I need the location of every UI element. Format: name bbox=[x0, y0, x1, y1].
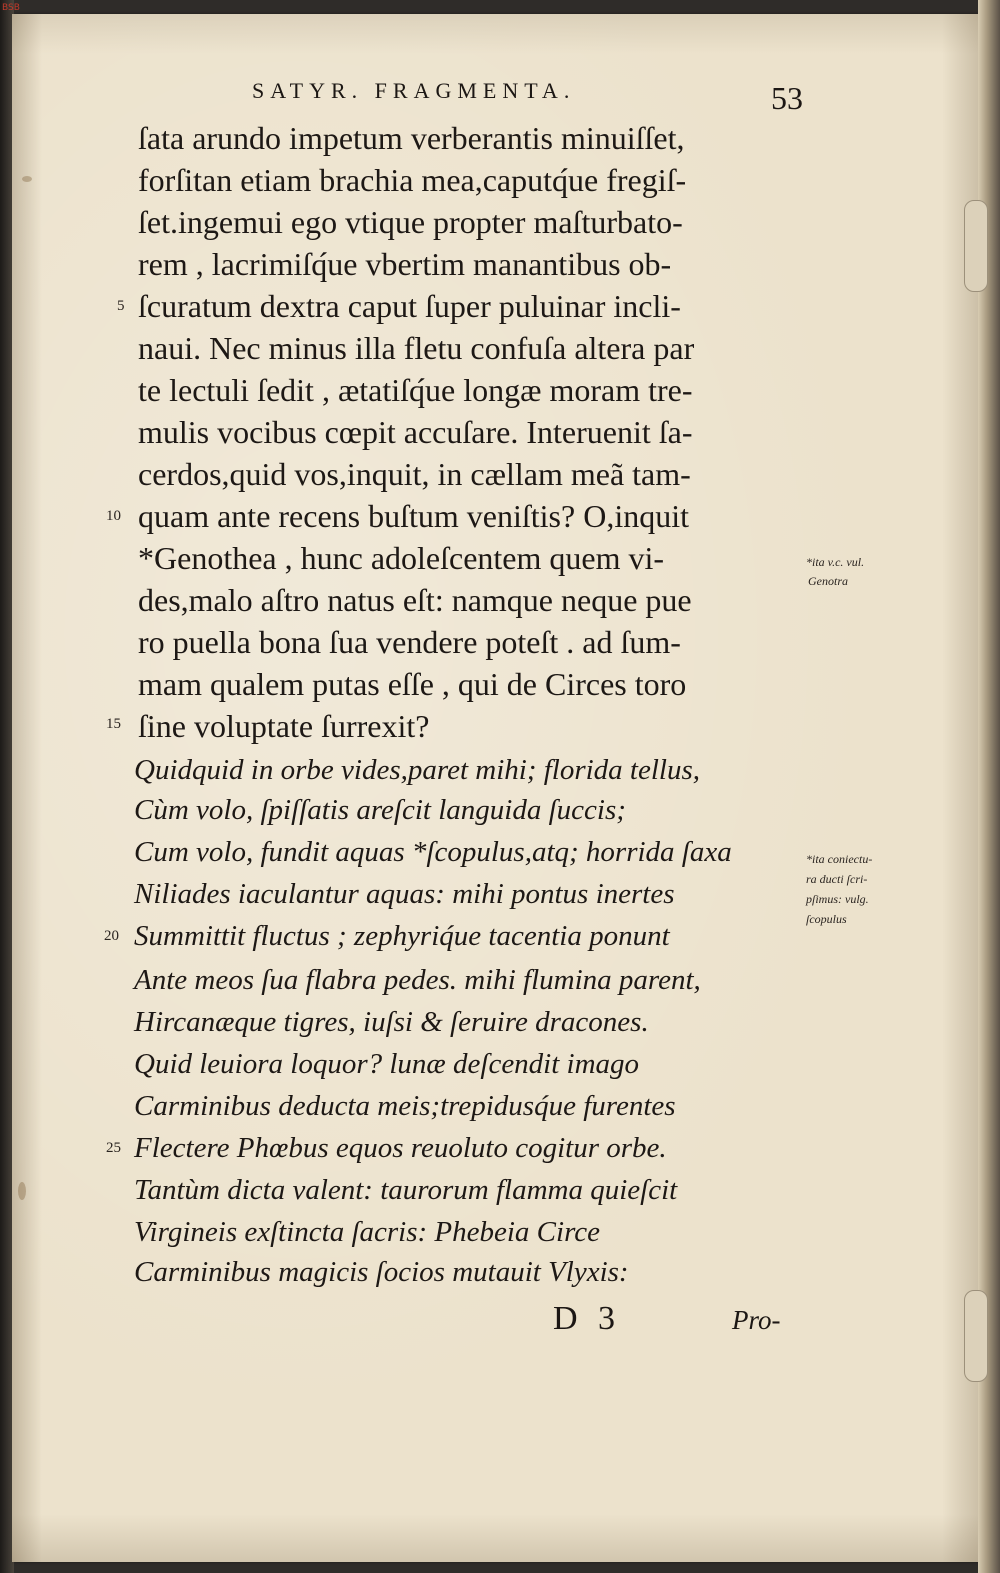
line-number: 25 bbox=[106, 1140, 121, 1156]
text-line: cerdos,quid vos,inquit, in cællam meã tam- bbox=[138, 456, 691, 492]
verse-line: Quidquid in orbe vides,paret mihi; florida tellus, bbox=[134, 754, 700, 786]
catchword: Pro- bbox=[732, 1305, 781, 1335]
verse-line: Niliades iaculantur aquas: mihi pontus inertes bbox=[134, 878, 675, 910]
text-line: te lectuli ſedit , ætatiſq́ue longæ moram tre- bbox=[138, 372, 693, 408]
page-tab-lower bbox=[964, 1290, 988, 1382]
text-line: mam qualem putas eſſe , qui de Circes toro bbox=[138, 666, 687, 702]
verse-line: Summittit fluctus ; zephyriq́ue tacentia ponunt bbox=[134, 920, 670, 952]
verse-line: Flectere Phœbus equos reuoluto cogitur orbe. bbox=[134, 1132, 667, 1164]
text-line: *Genothea , hunc adoleſcentem quem vi- bbox=[138, 540, 665, 576]
line-number: 5 bbox=[117, 298, 125, 314]
line-number: 15 bbox=[106, 716, 121, 732]
text-line: ſata arundo impetum verberantis minuiſſet, bbox=[138, 120, 685, 156]
library-stamp: BSB bbox=[2, 3, 20, 13]
margin-note-line: Genotra bbox=[808, 574, 848, 588]
verse-line: Carminibus magicis ſocios mutauit Vlyxis: bbox=[134, 1256, 629, 1288]
text-line: rem , lacrimiſq́ue vbertim manantibus ob- bbox=[138, 246, 672, 282]
text-line: ſet.ingemui ego vtique propter maſturbato- bbox=[138, 204, 683, 240]
verse-line: Quid leuiora loquor? lunæ deſcendit imago bbox=[134, 1048, 640, 1080]
verse-line: Cum volo, fundit aquas *ſcopulus,atq; horrida ſaxa bbox=[134, 836, 732, 868]
text-line: des,malo aſtro natus eſt: namque neque pue bbox=[138, 582, 692, 618]
text-line: mulis vocibus cœpit accuſare. Interuenit ſa- bbox=[138, 414, 693, 450]
verse-line: Cùm volo, ſpiſſatis areſcit languida ſuccis; bbox=[134, 794, 626, 826]
verse-line: Tantùm dicta valent: taurorum flamma quieſcit bbox=[134, 1174, 678, 1206]
verse-line: Ante meos ſua flabra pedes. mihi flumina parent, bbox=[134, 964, 701, 996]
margin-note-line: pſimus: vulg. bbox=[806, 892, 869, 906]
margin-note-line: *ita v.c. vul. bbox=[806, 555, 865, 569]
page-tab-upper bbox=[964, 200, 988, 292]
line-number: 20 bbox=[104, 928, 119, 944]
verse-line: Hircanæque tigres, iuſsi & ſeruire dracones. bbox=[134, 1006, 649, 1038]
ink-spot bbox=[18, 1182, 26, 1200]
text-line: ro puella bona ſua vendere poteſt . ad ſum- bbox=[138, 624, 681, 660]
page-number: 53 bbox=[771, 80, 803, 116]
margin-note-line: ra ducti ſcri- bbox=[806, 872, 868, 886]
verse-line: Carminibus deducta meis;trepidusq́ue furentes bbox=[134, 1090, 676, 1122]
signature-mark: D 3 bbox=[553, 1300, 622, 1337]
text-line: forſitan etiam brachia mea,caputq́ue fregiſ- bbox=[138, 162, 687, 198]
line-number: 10 bbox=[106, 508, 121, 524]
text-line: quam ante recens buſtum veniſtis? O,inquit bbox=[138, 498, 689, 534]
ink-spot bbox=[22, 176, 32, 182]
running-head: SATYR. FRAGMENTA. bbox=[252, 78, 576, 103]
text-line: naui. Nec minus illa fletu confuſa altera par bbox=[138, 330, 695, 366]
verse-line: Virgineis exſtincta ſacris: Phebeia Circe bbox=[134, 1216, 601, 1248]
text-line: ſcuratum dextra caput ſuper puluinar incli- bbox=[138, 288, 681, 324]
margin-note-line: *ita coniectu- bbox=[806, 852, 873, 866]
text-line: ſine voluptate ſurrexit? bbox=[138, 708, 430, 744]
margin-note-line: ſcopulus bbox=[806, 912, 847, 926]
